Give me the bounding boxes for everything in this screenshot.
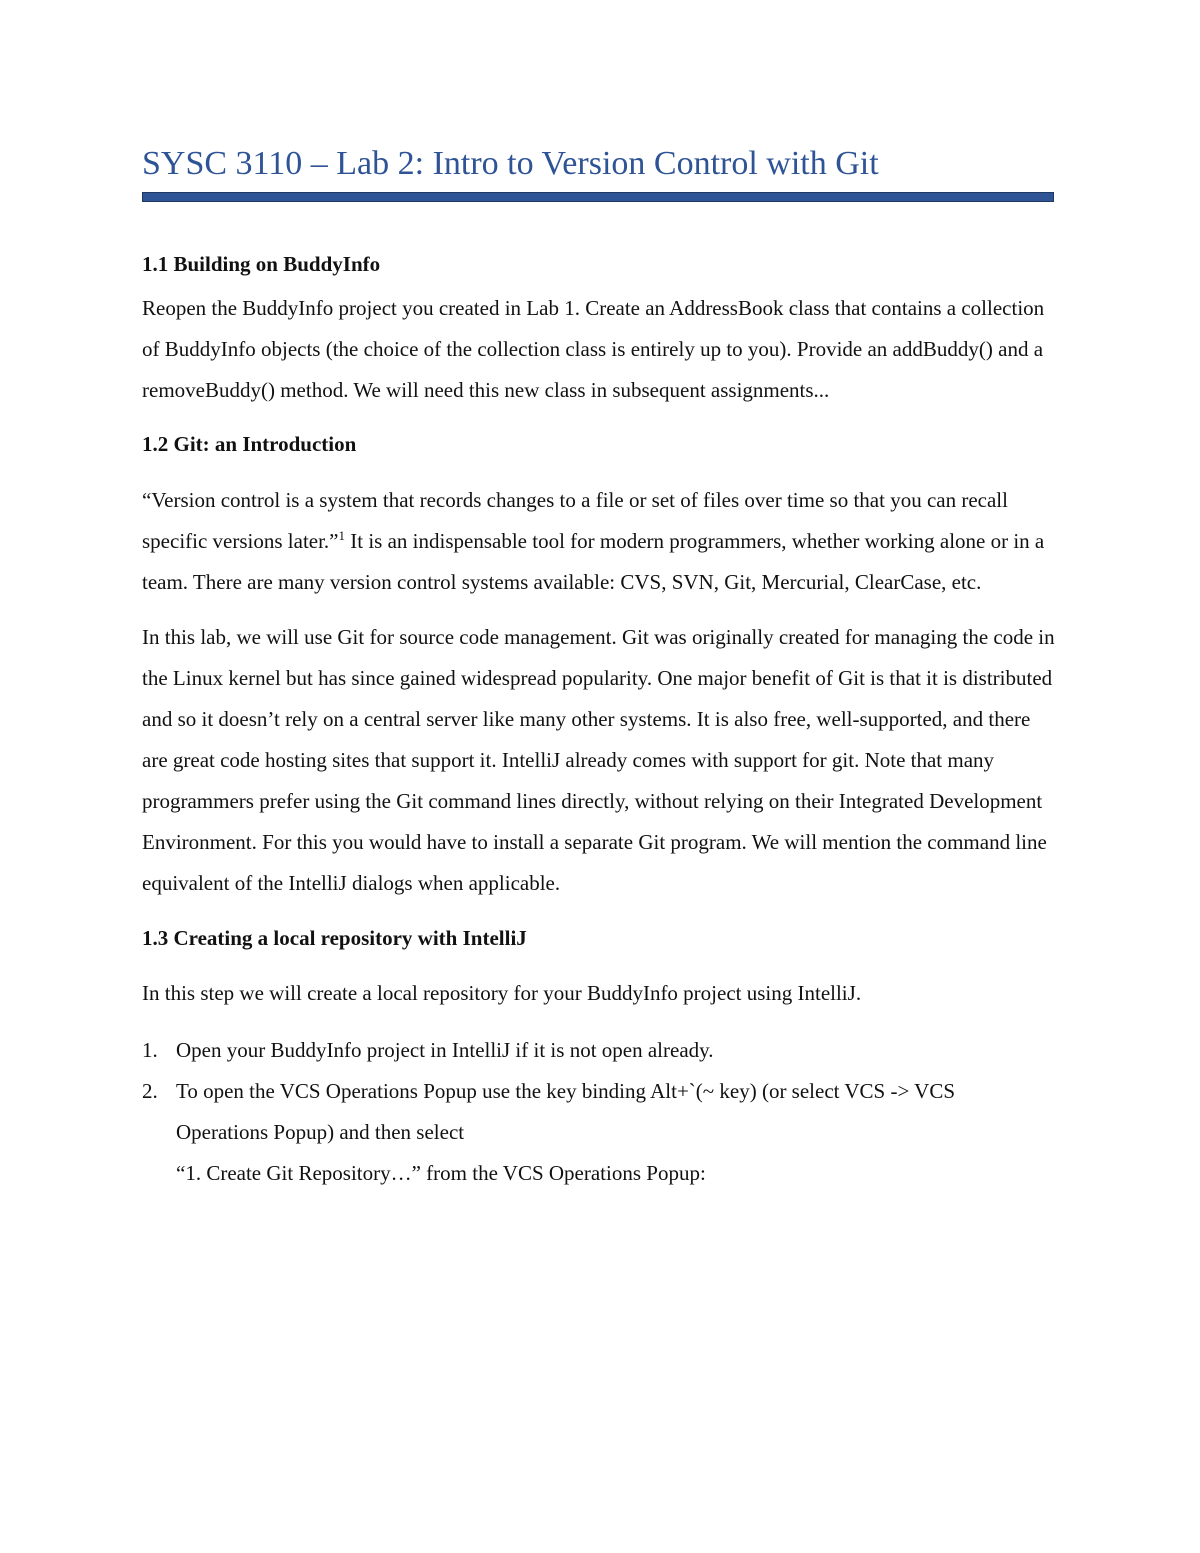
section-heading-1-1: 1.1 Building on BuddyInfo [142, 252, 381, 276]
document-title: SYSC 3110 – Lab 2: Intro to Version Control with Git [142, 145, 879, 182]
steps-list [142, 1030, 1057, 1194]
step-line: Operations Popup) and then select [176, 1120, 465, 1144]
list-item [142, 1030, 1057, 1071]
footnote-marker: 1 [338, 528, 346, 543]
section-1-3-intro: In this step we will create a local repository for your BuddyInfo project using IntelliJ. [142, 981, 862, 1005]
section-1-2-git-paragraph: In this lab, we will use Git for source code management. Git was originally created for managing the code in the Linux kernel but has since gained widespread popularity. One major benefit of Git is that it is distributed and so it doesn’t rely on a central server like many other systems. It is also free, well-supported, and there are great code hosting sites that support it. IntelliJ already comes with support for git. Note that many programmers prefer using the Git command lines directly, without relying on their Integrated Development Environment. For this you would have to install a separate Git program. We will mention the command line equivalent of the IntelliJ dialogs when applicable. [142, 625, 1055, 895]
section-1-2-quote-paragraph [142, 480, 1057, 603]
step-number: 2. [142, 1079, 158, 1103]
document-page [142, 140, 1057, 1194]
list-item [142, 1071, 1057, 1194]
step-line: To open the VCS Operations Popup use the key binding Alt+`(~ key) (or select VCS -> VCS [176, 1079, 956, 1103]
step-text [176, 1071, 1057, 1194]
section-heading-1-3: 1.3 Creating a local repository with IntelliJ [142, 926, 527, 950]
step-text [176, 1030, 1057, 1071]
step-line: “1. Create Git Repository…” from the VCS Operations Popup: [176, 1161, 706, 1185]
step-line: Open your BuddyInfo project in IntelliJ if it is not open already. [176, 1038, 714, 1062]
version-control-quote: “Version control is a system that records changes to a file or set of files over time so that you can recall specific versions later.” [142, 488, 1008, 553]
quote-followup-text: It is an indispensable tool for modern programmers, whether working alone or in a team. There are many version control systems available: CVS, SVN, Git, Mercurial, ClearCase, etc. [142, 529, 1045, 594]
section-1-1-paragraph: Reopen the BuddyInfo project you created in Lab 1. Create an AddressBook class that contains a collection of BuddyInfo objects (the choice of the collection class is entirely up to you). Provide an addBuddy() and a removeBuddy() method. We will need this new class in subsequent assignments... [142, 296, 1045, 402]
step-number: 1. [142, 1038, 158, 1062]
title-underline-rule [142, 192, 1054, 202]
section-heading-1-2: 1.2 Git: an Introduction [142, 432, 357, 456]
